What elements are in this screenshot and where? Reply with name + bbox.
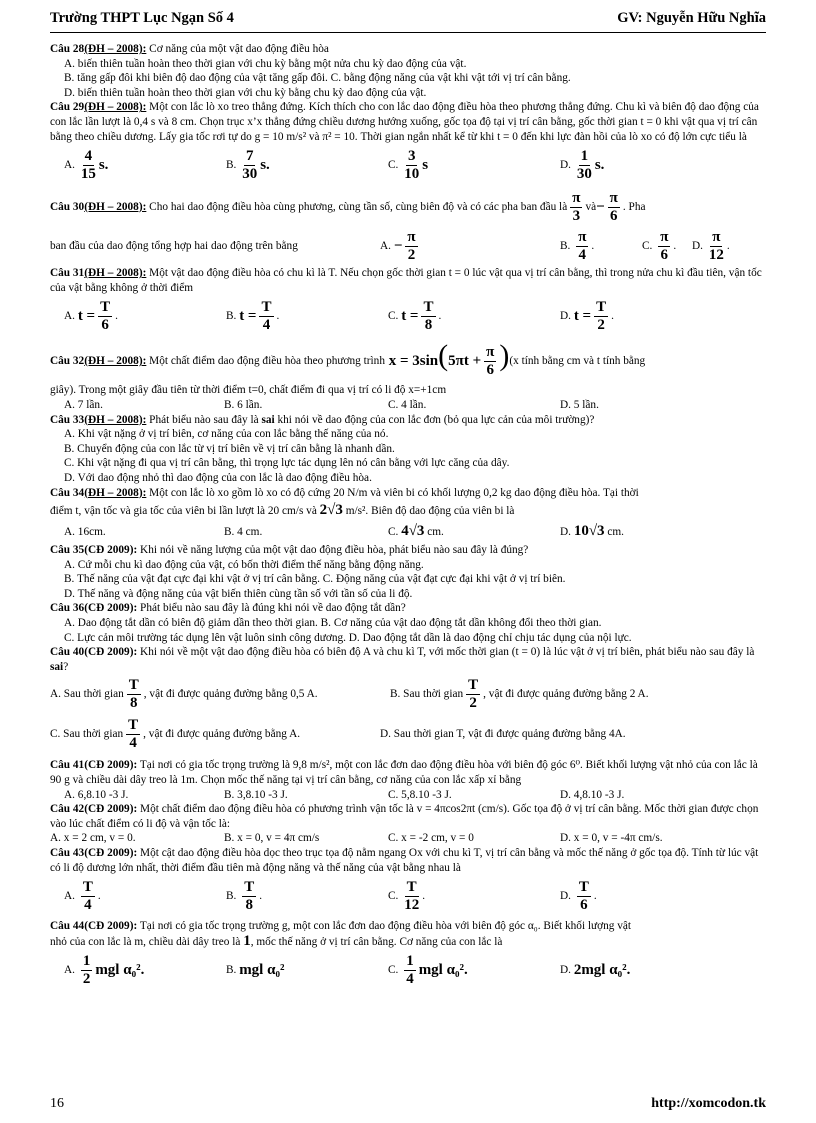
teacher-name: GV: Nguyễn Hữu Nghĩa (617, 10, 766, 26)
document-body (50, 42, 768, 993)
q32-option-c: C. 4 lần. (388, 398, 427, 411)
q32-line2: giây). Trong một giây đầu tiên từ thời điểm t=0, chất điểm đi qua vị trí có li độ x=+1cm (50, 384, 447, 397)
q44-option-d: D. 2mgl α₀². (560, 962, 631, 979)
question-30: Câu 30(ĐH – 2008): Cho hai dao động điều hòa cùng phương, cùng tần số, cùng biên độ và có các pha ban đầu là $\frac{\pi}{3}$ và − $\frac{\pi}{6}$ . Pha (50, 189, 646, 224)
q33-option-a: A. Khi vật nặng ở vị trí biên, cơ năng của con lắc bằng thế năng của nó. (64, 428, 389, 441)
question-40: Câu 40(CĐ 2009): Khi nói về một vật dao động điều hòa có biên độ A và chu kì T, với mốc thời gian (t = 0) là lúc vật ở vị trí biên, phát biểu nào sau đây là sai? (50, 646, 755, 673)
q32-option-d: D. 5 lần. (560, 398, 599, 411)
question-34: Câu 34(ĐH – 2008): Một con lắc lò xo gồm lò xo có độ cứng 20 N/m và viên bi có khối lượng 0,2 kg dao động điều hòa. Tại thời (50, 486, 639, 499)
q34-options (50, 521, 768, 543)
question-29: Câu 29(ĐH – 2008): Một con lắc lò xo treo thẳng đứng. Kích thích cho con lắc dao động điều hòa theo phương thẳng đứng. Chu kì và biên độ dao động của con lắc lần lượt là 0,4 s và 8 cm. Chọn trục x’x thẳng đứng chiều dương hướng xuống, gốc tọa độ tại vị trí cân bằng, gốc thời gian t = 0 khi vật qua vị trí cân bằng theo chiều dương. Lấy gia tốc rơi tự do g = 10 m/s² và π² = 10. Thời gian ngắn nhất kể từ khi t = 0 đến khi lực đàn hồi của lò xo có độ lớn cực tiểu là (50, 101, 759, 143)
q35-option-bc: B. Thế năng của vật đạt cực đại khi vật ở vị trí cân bằng. C. Động năng của vật đạt cực đại khi vật ở vị trí biên. (64, 573, 566, 586)
footer-url[interactable]: http://xomcodon.tk (651, 1096, 766, 1111)
q32-option-a: A. 7 lần. (64, 398, 103, 411)
question-31: Câu 31(ĐH – 2008): Một vật dao động điều hòa có chu kì là T. Nếu chọn gốc thời gian t = 0 lúc vật qua vị trí cân bằng, thì trong nửa chu kì đầu tiên, vận tốc của vật bằng không ở thời điểm (50, 267, 762, 294)
q29-option-d: D. $\frac{1}{30}$ s. (560, 147, 605, 182)
question-33: Câu 33(ĐH – 2008): Phát biểu nào sau đây là sai khi nói về dao động của con lắc đơn (bỏ qua lực cản của môi trường)? (50, 413, 595, 426)
q34-line2: điểm t, vận tốc và gia tốc của viên bi lần lượt là 20 cm/s và 2√3 m/s². Biên độ dao động của viên bi là (50, 502, 515, 519)
q44-option-a: A. $\frac{1}{2}$ mgl α₀². (64, 952, 145, 987)
q30-option-a: A. − $\frac{\pi}{2}$ (380, 228, 416, 263)
question-35: Câu 35(CĐ 2009): Khi nói về năng lượng của một vật dao động điều hòa, phát biểu nào sau đây là đúng? (50, 544, 529, 557)
q30-option-b: B. $\frac{\pi}{4}$ . (560, 228, 595, 263)
q40-option-d: D. Sau thời gian T, vật đi được quảng đường bằng 4A. (380, 728, 626, 741)
q42-option-b: B. x = 0, v = 4π cm/s (224, 832, 320, 845)
q32-equation: x = 3sin(5πt + $\frac{\pi}{6}$ ) (388, 338, 510, 378)
school-name: Trường THPT Lục Ngạn Số 4 (50, 10, 234, 26)
page-number: 16 (50, 1096, 64, 1111)
q30-option-c: C. $\frac{\pi}{6}$ . (642, 228, 677, 263)
question-44: Câu 44(CĐ 2009): Tại nơi có gia tốc trọng trường g, một con lắc đơn dao động điều hòa với biên độ góc α₀. Biết khối lượng vật (50, 920, 632, 933)
q42-option-d: D. x = 0, v = -4π cm/s. (560, 832, 663, 845)
q28-option-d: D. biến thiên tuần hoàn theo thời gian với chu kỳ bằng chu kỳ dao động của vật. (64, 86, 427, 99)
question-43: Câu 43(CĐ 2009): Một cật dao động điều hòa dọc theo trục tọa độ nằm ngang Ox với chu kì T, vị trí cân bằng và mốc thế năng ở gốc tọa độ. Tính từ lúc vật có li độ dương lớn nhất, thời điểm đầu tiên mà động năng và thế năng của vật bằng nhau là (50, 847, 759, 874)
q42-option-c: C. x = -2 cm, v = 0 (388, 832, 474, 845)
q31-options (64, 297, 768, 335)
q31-option-b: B. t = $\frac{T}{4}$ . (226, 298, 280, 333)
q28-option-a: A. biến thiên tuần hoàn theo thời gian với chu kỳ bằng một nửa chu kỳ dao động của vật. (64, 57, 467, 70)
q43-option-c: C. $\frac{T}{12}$ . (388, 878, 426, 913)
q34-option-b: B. 4 cm. (224, 525, 263, 538)
q44-option-c: C. $\frac{1}{4}$ mgl α₀². (388, 952, 468, 987)
question-41: Câu 41(CĐ 2009): Tại nơi có gia tốc trọng trường là 9,8 m/s², một con lắc đơn dao động điều hòa với biên độ góc 6⁰. Biết khối lượng vật nhỏ của con lắc là 90 g và chiều dài dây treo là 1m. Chọn mốc thế năng tại vị trí cân bằng, cơ năng của con lắc xấp xỉ bằng (50, 759, 758, 787)
q33-option-b: B. Chuyển động của con lắc từ vị trí biên về vị trí cân bằng là nhanh dần. (64, 442, 395, 455)
q31-option-d: D. t = $\frac{T}{2}$ . (560, 298, 614, 333)
q35-option-a: A. Cứ mỗi chu kì dao động của vật, có bốn thời điểm thế năng bằng động năng. (64, 558, 424, 571)
q34-option-a: A. 16cm. (64, 525, 106, 538)
q34-option-d: D. 10√3 cm. (560, 523, 624, 540)
q32-option-b: B. 6 lần. (224, 398, 263, 411)
q43-options (64, 877, 768, 915)
q35-option-d: D. Thế năng và động năng của vật biến thiên cùng tần số với tần số của li độ. (64, 587, 413, 600)
q29-option-a: A. $\frac{4}{15}$ s. (64, 147, 109, 182)
q44-option-b: B. mgl α₀² (226, 962, 285, 979)
q32-options (50, 398, 768, 413)
q44-line2: nhỏ của con lắc là m, chiều dài dây treo là 1, mốc thế năng ở vị trí cân bằng. Cơ năng của con lắc là (50, 932, 503, 949)
q41-option-b: B. 3,8.10 -3 J. (224, 788, 288, 801)
q40-option-b: B. Sau thời gian $\frac{T}{2}$ , vật đi được quảng đường bằng 2 A. (390, 676, 649, 711)
q40-options-ab (50, 674, 768, 714)
q29-options (64, 146, 768, 184)
q43-option-d: D. $\frac{T}{6}$ . (560, 878, 597, 913)
q44-options (64, 951, 768, 989)
q36-option-ab: A. Dao động tắt dần có biên độ giảm dần theo thời gian. B. Cơ năng của vật dao động tắt dần không đổi theo thời gian. (64, 617, 602, 630)
q28-option-bc: B. tăng gấp đôi khi biên độ dao động của vật tăng gấp đôi. C. bằng động năng của vật khi vật tới vị trí cân bằng. (64, 72, 571, 85)
q40-option-c: C. Sau thời gian $\frac{T}{4}$ , vật đi được quảng đường bằng A. (50, 716, 301, 751)
q29-option-b: B. $\frac{7}{30}$ s. (226, 147, 270, 182)
q34-option-c: C. 4√3 cm. (388, 523, 444, 540)
q43-option-a: A. $\frac{T}{4}$ . (64, 878, 101, 913)
q31-option-a: A. t = $\frac{T}{6}$ . (64, 298, 118, 333)
q29-option-c: C. $\frac{3}{10}$ s (388, 147, 429, 182)
question-42: Câu 42(CĐ 2009): Một chất điểm dao động điều hòa có phương trình vận tốc là v = 4πcos2πt (cm/s). Gốc tọa độ ở vị trí cân bằng. Mốc thời gian được chọn vào lúc chất điểm có li độ và vận tốc là: (50, 803, 759, 830)
q43-option-b: B. $\frac{T}{8}$ . (226, 878, 263, 913)
q41-option-d: D. 4,8.10 -3 J. (560, 788, 625, 801)
q40-option-a: A. Sau thời gian $\frac{T}{8}$ , vật đi được quảng đường bằng 0,5 A. (50, 676, 318, 711)
page-header (50, 10, 766, 33)
q30-option-d: D. $\frac{\pi}{12}$ . (692, 228, 730, 263)
q33-option-d: D. Với dao động nhỏ thì dao động của con lắc là dao động điều hòa. (64, 471, 372, 484)
q41-option-c: C. 5,8.10 -3 J. (388, 788, 452, 801)
q41-option-a: A. 6,8.10 -3 J. (64, 788, 129, 801)
q42-option-a: A. x = 2 cm, v = 0. (50, 832, 136, 845)
q33-option-c: C. Khi vật nặng đi qua vị trí cân bằng, thì trọng lực tác dụng lên nó cân bằng với lực căng của dây. (64, 457, 510, 470)
q30-options: ban đầu của dao động tổng hợp hai dao động trên bằng A. − $\frac{\pi}{2}$ B. $\frac{\pi}{4}$ . C. $\frac{\pi}{6}$ . D. $\frac{\pi}{12}$ . (50, 228, 730, 263)
question-28: Câu 28(ĐH – 2008): Cơ năng của một vật dao động điều hòa (50, 43, 329, 55)
q41-options (50, 788, 768, 803)
q31-option-c: C. t = $\frac{T}{8}$ . (388, 298, 442, 333)
q40-options-cd (50, 714, 768, 754)
q36-option-cd: C. Lực cản môi trường tác dụng lên vật luôn sinh công dương. D. Dao động tắt dần là dao động chỉ chịu tác dụng của nội lực. (64, 631, 632, 644)
q42-options (50, 831, 768, 846)
question-36: Câu 36(CĐ 2009): Phát biểu nào sau đây là đúng khi nói về dao động tắt dần? (50, 602, 406, 615)
question-32: Câu 32(ĐH – 2008): Một chất điểm dao động điều hòa theo phương trình x = 3sin(5πt + $\frac{\pi}{6}$ ) (x tính bằng cm và t tính bằng (50, 338, 646, 378)
